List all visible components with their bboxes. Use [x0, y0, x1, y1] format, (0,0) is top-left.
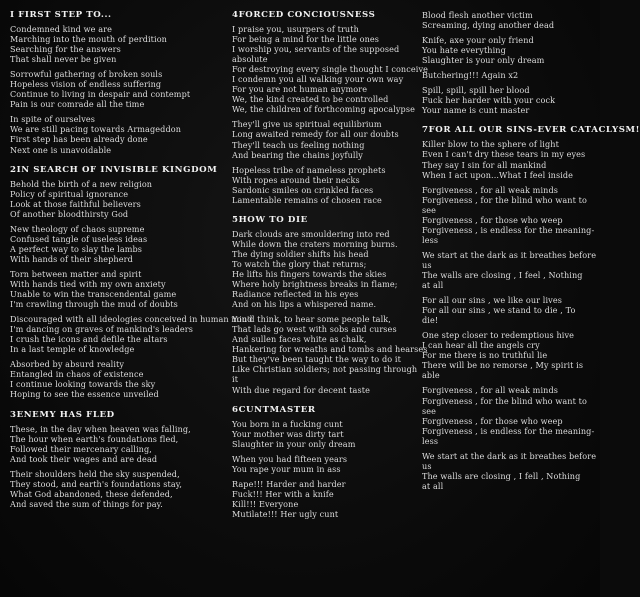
- lyric-line: Radiance reflected in his eyes: [232, 289, 359, 300]
- lyric-line: less: [422, 234, 439, 245]
- lyric-line: With due regard for decent taste: [232, 384, 370, 395]
- lyric-line: Searching for the answers: [10, 44, 121, 55]
- song-title: 4FORCED CONCIOUSNESS: [232, 10, 376, 20]
- lyric-line: Kill!!! Everyone: [232, 498, 299, 509]
- lyric-line: Their shoulders held the sky suspended,: [10, 468, 180, 479]
- lyric-line: Unable to win the transcendental game: [10, 289, 177, 300]
- lyric-line: Slaughter in your only dream: [232, 438, 356, 449]
- lyric-line: Sorrowful gathering of broken souls: [10, 69, 163, 80]
- lyric-line: us: [422, 460, 432, 471]
- lyric-line: We, the children of forthcoming apocalypse: [232, 104, 415, 115]
- lyric-line: Condemned kind we are: [10, 24, 113, 34]
- lyric-line: die!: [422, 315, 439, 326]
- lyric-line: Hopeless tribe of nameless prophets: [232, 164, 386, 175]
- lyric-line: You'd think, to hear some people talk,: [232, 314, 391, 325]
- lyric-line: Your mother was dirty tart: [232, 428, 344, 439]
- lyric-line: Like Christian soldiers; not passing through: [232, 364, 418, 375]
- lyric-line: it: [232, 374, 239, 385]
- song-block: [422, 125, 640, 491]
- lyric-line: They'll give us spiritual equilibrium: [232, 119, 382, 130]
- lyric-line: New theology of chaos supreme: [10, 223, 145, 234]
- lyric-line: That shall never be given: [10, 54, 117, 65]
- lyric-line: Forgiveness , for the blind who want to: [422, 395, 587, 406]
- lyric-line: While down the craters morning burns.: [232, 238, 398, 249]
- lyric-line: absolute: [232, 54, 268, 65]
- lyric-line: I worship you, servants of the supposed: [232, 44, 400, 55]
- lyric-line: They'll teach us feeling nothing: [232, 139, 365, 150]
- lyric-line: When you had fifteen years: [232, 453, 348, 464]
- lyric-line: Butchering!!! Again x2: [422, 70, 519, 81]
- lyric-line: Forgiveness , for those who weep: [422, 415, 563, 426]
- lyric-line: Forgiveness , for those who weep: [422, 214, 563, 225]
- lyrics-column-2: [232, 10, 429, 591]
- lyric-line: Spill, spill, spill her blood: [422, 85, 530, 96]
- lyric-line: That lads go west with sobs and curses: [232, 324, 397, 335]
- lyric-line: For all our sins , we stand to die , To: [422, 305, 576, 316]
- lyric-line: And bearing the chains joyfully: [232, 149, 363, 160]
- lyric-line: For destroying every single thought I conceive: [232, 64, 429, 75]
- lyric-line: The dying soldier shifts his head: [232, 248, 369, 259]
- lyric-line: Next one is unavoidable: [10, 144, 112, 155]
- lyrics-column-3: [422, 10, 640, 591]
- lyric-line: Sardonic smiles on crinkled faces: [232, 184, 374, 195]
- song-title: I FIRST STEP TO...: [10, 10, 112, 20]
- lyric-line: They stood, and earth's foundations stay,: [10, 478, 183, 489]
- lyric-line: Forgiveness , for all weak minds: [422, 385, 558, 396]
- lyric-line: First step has been already done: [10, 134, 148, 145]
- song-title: 2IN SEARCH OF INVISIBLE KINGDOM: [10, 164, 218, 175]
- lyric-line: A perfect way to slay the lambs: [10, 243, 143, 254]
- lyric-line: Behold the birth of a new religion: [10, 178, 153, 189]
- lyric-line: They say I sin for all mankind: [422, 159, 547, 170]
- lyric-line: Hankering for wreaths and tombs and hearses: [232, 344, 428, 355]
- song-title: 3ENEMY HAS FLED: [10, 409, 115, 420]
- lyric-line: I'm dancing on graves of mankind's leaders: [10, 324, 193, 335]
- lyric-line: Your name is cunt master: [422, 105, 530, 116]
- lyric-line: less: [422, 435, 439, 446]
- lyric-line: Continue to living in despair and contempt: [10, 89, 191, 100]
- song-block: [10, 164, 253, 400]
- lyric-line: see: [422, 405, 437, 416]
- lyric-line: To watch the glory that returns;: [232, 258, 367, 269]
- lyric-line: Torn between matter and spirit: [10, 268, 142, 279]
- lyric-line: You born in a fucking cunt: [232, 418, 343, 429]
- lyric-line: at all: [422, 280, 444, 291]
- lyric-line: And sullen faces white as chalk,: [232, 334, 367, 345]
- lyric-line: For you are not human anymore: [232, 84, 368, 95]
- lyric-line: Mutilate!!! Her ugly cunt: [232, 508, 339, 519]
- lyric-line: Long awaited remedy for all our doubts: [232, 129, 399, 140]
- lyric-line: These, in the day when heaven was falling,: [10, 423, 191, 434]
- lyric-line: And took their wages and are dead: [10, 453, 158, 464]
- lyric-line: at all: [422, 480, 444, 491]
- lyric-line: We start at the dark as it breathes before: [422, 249, 597, 260]
- lyric-line: Look at those faithful believers: [10, 198, 141, 209]
- lyric-line: able: [422, 370, 440, 381]
- lyric-line: I condemn you all walking your own way: [232, 74, 404, 85]
- lyric-line: I'm crawling through the mud of doubts: [10, 299, 178, 310]
- song-block: [10, 10, 222, 155]
- lyric-line: Forgiveness , for the blind who want to: [422, 194, 587, 205]
- lyric-line: Dark clouds are smouldering into red: [232, 228, 390, 239]
- lyric-line: The walls are closing , I fell , Nothing: [422, 470, 581, 481]
- lyric-line: Blood flesh another victim: [422, 10, 533, 20]
- lyric-line: With hands tied with my own anxiety: [10, 278, 166, 289]
- lyric-line: Lamentable remains of chosen race: [232, 194, 382, 205]
- lyric-line: And saved the sum of things for pay.: [10, 498, 163, 509]
- lyric-line: I continue looking towards the sky: [10, 379, 156, 390]
- lyric-line: He lifts his fingers towards the skies: [232, 268, 387, 279]
- lyric-line: Even I can't dry these tears in my eyes: [422, 149, 586, 160]
- lyric-line: Fuck her harder with your cock: [422, 95, 556, 106]
- song-block: [10, 410, 222, 509]
- lyric-line: see: [422, 204, 437, 215]
- song-block: [232, 405, 412, 519]
- lyric-line: Of another bloodthirsty God: [10, 208, 129, 219]
- lyric-line: For me there is no truthful lie: [422, 350, 548, 361]
- lyric-line: Pain is our comrade all the time: [10, 99, 145, 110]
- lyric-line: us: [422, 259, 432, 270]
- lyric-line: You rape your mum in ass: [232, 463, 341, 474]
- lyric-line: Entangled in chaos of existence: [10, 369, 144, 380]
- lyric-line: Screaming, dying another dead: [422, 20, 555, 31]
- lyric-line: Hopeless vision of endless suffering: [10, 79, 162, 90]
- song-title: 7FOR ALL OUR SINS-EVER CATACLYSM!: [422, 125, 640, 136]
- lyric-line: For being a mind for the little ones: [232, 34, 380, 45]
- lyric-line: What God abandoned, these defended,: [10, 488, 173, 499]
- lyric-line: Policy of spiritual ignorance: [10, 188, 129, 199]
- lyric-line: In a last temple of knowledge: [10, 344, 135, 355]
- lyric-line: Forgiveness , is endless for the meaning-: [422, 224, 595, 235]
- lyric-line: In spite of ourselves: [10, 114, 96, 125]
- lyric-line: Rape!!! Harder and harder: [232, 478, 346, 489]
- lyric-line: Knife, axe your only friend: [422, 35, 534, 46]
- lyric-line: Confused tangle of useless ideas: [10, 233, 148, 244]
- lyric-line: Slaughter is your only dream: [422, 55, 545, 66]
- lyric-line: I praise you, usurpers of truth: [232, 24, 359, 34]
- lyric-line: The walls are closing , I feel , Nothing: [422, 269, 583, 280]
- lyric-line: Killer blow to the sphere of light: [422, 139, 559, 150]
- song-block: [232, 10, 429, 205]
- lyric-line: Followed their mercenary calling,: [10, 443, 152, 454]
- lyric-line: I crush the icons and defile the altars: [10, 334, 168, 345]
- lyric-line: And on his lips a whispered name.: [232, 299, 377, 310]
- song-title: 5HOW TO DIE: [232, 214, 308, 225]
- lyric-line: We, the kind created to be controlled: [232, 94, 389, 105]
- lyric-line: Absorbed by absurd reality: [10, 359, 125, 370]
- lyric-line: You hate everything: [422, 45, 506, 56]
- lyric-line: Fuck!!! Her with a knife: [232, 488, 334, 499]
- lyric-line: One step closer to redemptious hive: [422, 330, 575, 341]
- lyric-line: I can hear all the angels cry: [422, 340, 540, 351]
- lyric-line: Forgiveness , is endless for the meaning-: [422, 425, 595, 436]
- lyric-line: With ropes around their necks: [232, 174, 360, 185]
- song-block: [422, 10, 592, 115]
- song-title: 6CUNTMASTER: [232, 404, 316, 415]
- lyric-line: There will be no remorse , My spirit is: [422, 360, 584, 371]
- lyric-line: We start at the dark as it breathes before: [422, 450, 597, 461]
- lyric-line: With hands of their shepherd: [10, 253, 133, 264]
- lyric-line: When I act upon...What I feel inside: [422, 169, 574, 180]
- lyric-line: But they've been taught the way to do it: [232, 354, 401, 365]
- lyric-line: We are still pacing towards Armageddon: [10, 124, 182, 135]
- lyric-line: Hoping to see the essence unveiled: [10, 389, 159, 400]
- lyric-line: The hour when earth's foundations fled,: [10, 433, 179, 444]
- lyric-line: Where holy brightness breaks in flame;: [232, 279, 398, 290]
- lyric-line: For all our sins , we like our lives: [422, 295, 562, 306]
- lyric-line: Forgiveness , for all weak minds: [422, 184, 558, 195]
- lyric-line: Discouraged with all ideologies conceived in human mind: [10, 314, 253, 325]
- lyric-line: Marching into the mouth of perdition: [10, 34, 167, 45]
